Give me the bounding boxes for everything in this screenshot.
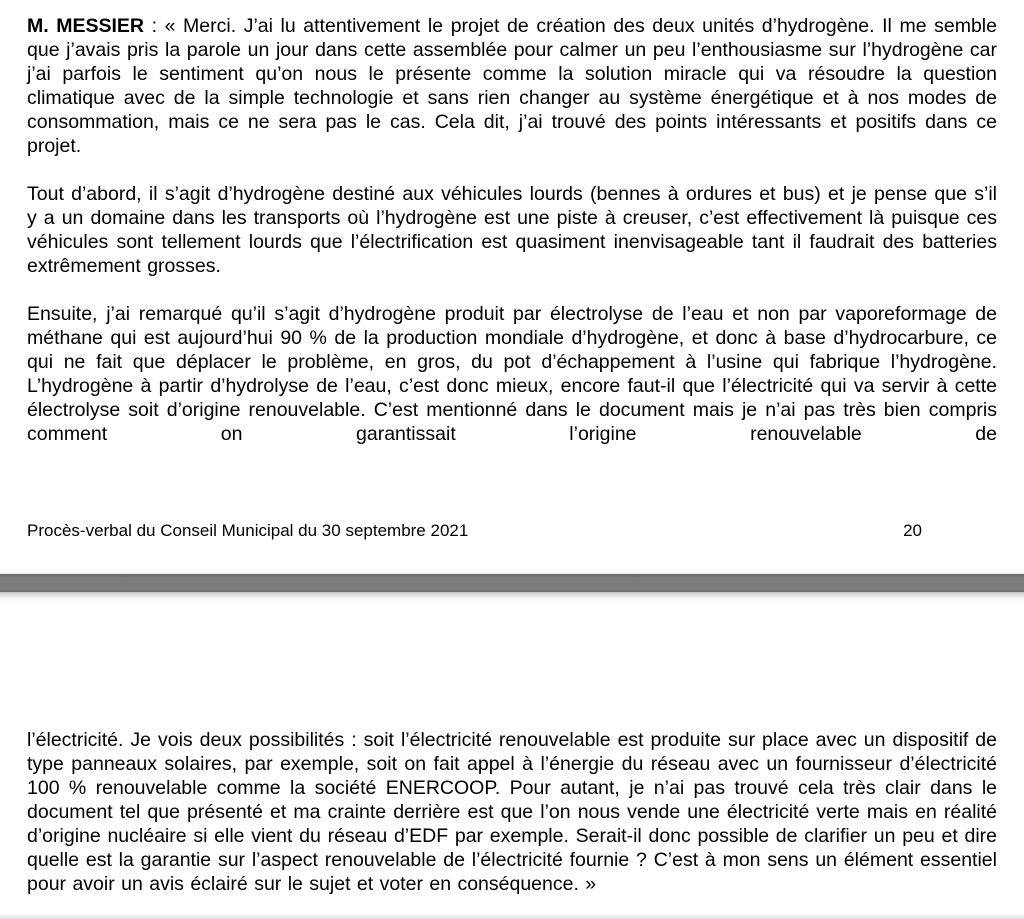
paragraph-text: : « Merci. J’ai lu attentivement le projet de création des deux unités d’hydrogène. Il me semble que j’avais pris la parole un jour dans cette assemblée pour calmer un peu l’enthousiasme sur l’hydrogène car j’ai parfois le sentiment qu’on nous le présente comme la solution miracle qui va résoudre la question climatique avec de la simple technologie et sans rien changer au système énergétique et à nos modes de consommation, mais ce ne sera pas le cas. Cela dit, j’ai trouvé des points intéressants et positifs dans ce projet. [27,15,997,157]
footer-document-title: Procès-verbal du Conseil Municipal du 30 septembre 2021 [27,521,469,540]
paragraph-electrolysis: Ensuite, j’ai remarqué qu’il s’agit d’hydrogène produit par électrolyse de l’eau et non par vaporeformage de méthane qui est aujourd’hui 90 % de la production mondiale d’hydrogène, et donc à base d’hydrocarbure, ce qui ne fait que déplacer le problème, en gros, du pot d’échappement à l’usine qui fabrique l’hydrogène. L’hydrogène à partir d’hydrolyse de l’eau, c’est donc mieux, encore faut-il que l’électricité qui va servir à cette électrolyse soit d’origine renouvelable. C’est mentionné dans le document mais je n’ai pas très bien compris comment on garantissait l’origine renouvelable de [27,303,997,445]
speaker-name: M. MESSIER [27,15,145,37]
paragraph-electricity-guarantee: l’électricité. Je vois deux possibilités : soit l’électricité renouvelable est produite sur place avec un dispositif de type panneaux solaires, par exemple, soit on fait appel à l’énergie du réseau avec un fournisseur d’électricité 100 % renouvelable comme la société ENERCOOP. Pour autant, je n’ai pas trouvé cela très clair dans le document tel que présenté et ma crainte derrière est que l’on nous vende une électricité verte mais en réalité d’origine nucléaire si elle vient du réseau d’EDF par exemple. Serait-il donc possible de clarifier un peu et dire quelle est la garantie sur l’aspect renouvelable de l’électricité fournie ? C’est à mon sens un élément essentiel pour avoir un avis éclairé sur le sujet et voter en conséquence. » [27,729,997,895]
page-break-separator [0,574,1024,592]
document-page-bottom [0,592,1024,919]
page-number: 20 [903,521,922,540]
page-top-shadow [0,592,1024,603]
paragraph-speaker-intro [27,14,997,158]
page-text-block [0,0,1024,446]
paragraph-vehicles: Tout d’abord, il s’agit d’hydrogène destiné aux véhicules lourds (bennes à ordures et bus) et je pense que s’il y a un domaine dans les transports où l’hydrogène est une piste à creuser, c’est effectivement là puisque ces véhicules sont tellement lourds que l’électrification est quasiment inenvisageable tant il faudrait des batteries extrêmement grosses. [27,183,997,277]
page-text-block [0,592,1024,896]
viewport-bottom-edge [0,914,1024,919]
page-footer [27,521,997,541]
